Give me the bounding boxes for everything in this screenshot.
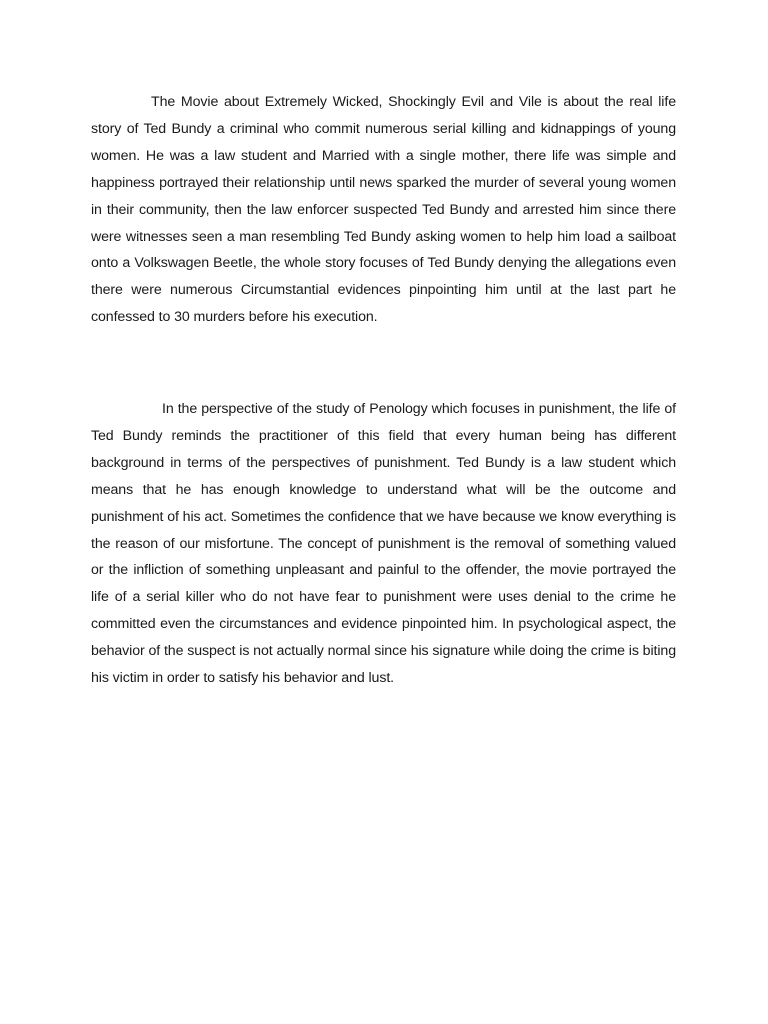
paragraph-movie-summary: The Movie about Extremely Wicked, Shockingly Evil and Vile is about the real life story of Ted Bundy a criminal who commit numerous serial killing and kidnappings of young women. He was a law student and Married with a single mother, there life was simple and happiness portrayed their relationship until news sparked the murder of several young women in their community, then the law enforcer suspected Ted Bundy and arrested him since there were witnesses seen a man resembling Ted Bundy asking women to help him load a sailboat onto a Volkswagen Beetle, the whole story focuses of Ted Bundy denying the allegations even there were numerous Circumstantial evidences pinpointing him until at the last part he confessed to 30 murders before his execution. [91,94,676,326]
paragraph-penology-perspective: In the perspective of the study of Penology which focuses in punishment, the life of Ted Bundy reminds the practitioner of this field that every human being has different background in terms of the perspectives of punishment. Ted Bundy is a law student which means that he has enough knowledge to understand what will be the outcome and punishment of his act. Sometimes the confidence that we have because we know everything is the reason of our misfortune. The concept of punishment is the removal of something valued or the infliction of something unpleasant and painful to the offender, the movie portrayed the life of a serial killer who do not have fear to punishment were uses denial to the crime he committed even the circumstances and evidence pinpointed him. In psychological aspect, the behavior of the suspect is not actually normal since his signature while doing the crime is biting his victim in order to satisfy his behavior and lust. [91,401,676,687]
